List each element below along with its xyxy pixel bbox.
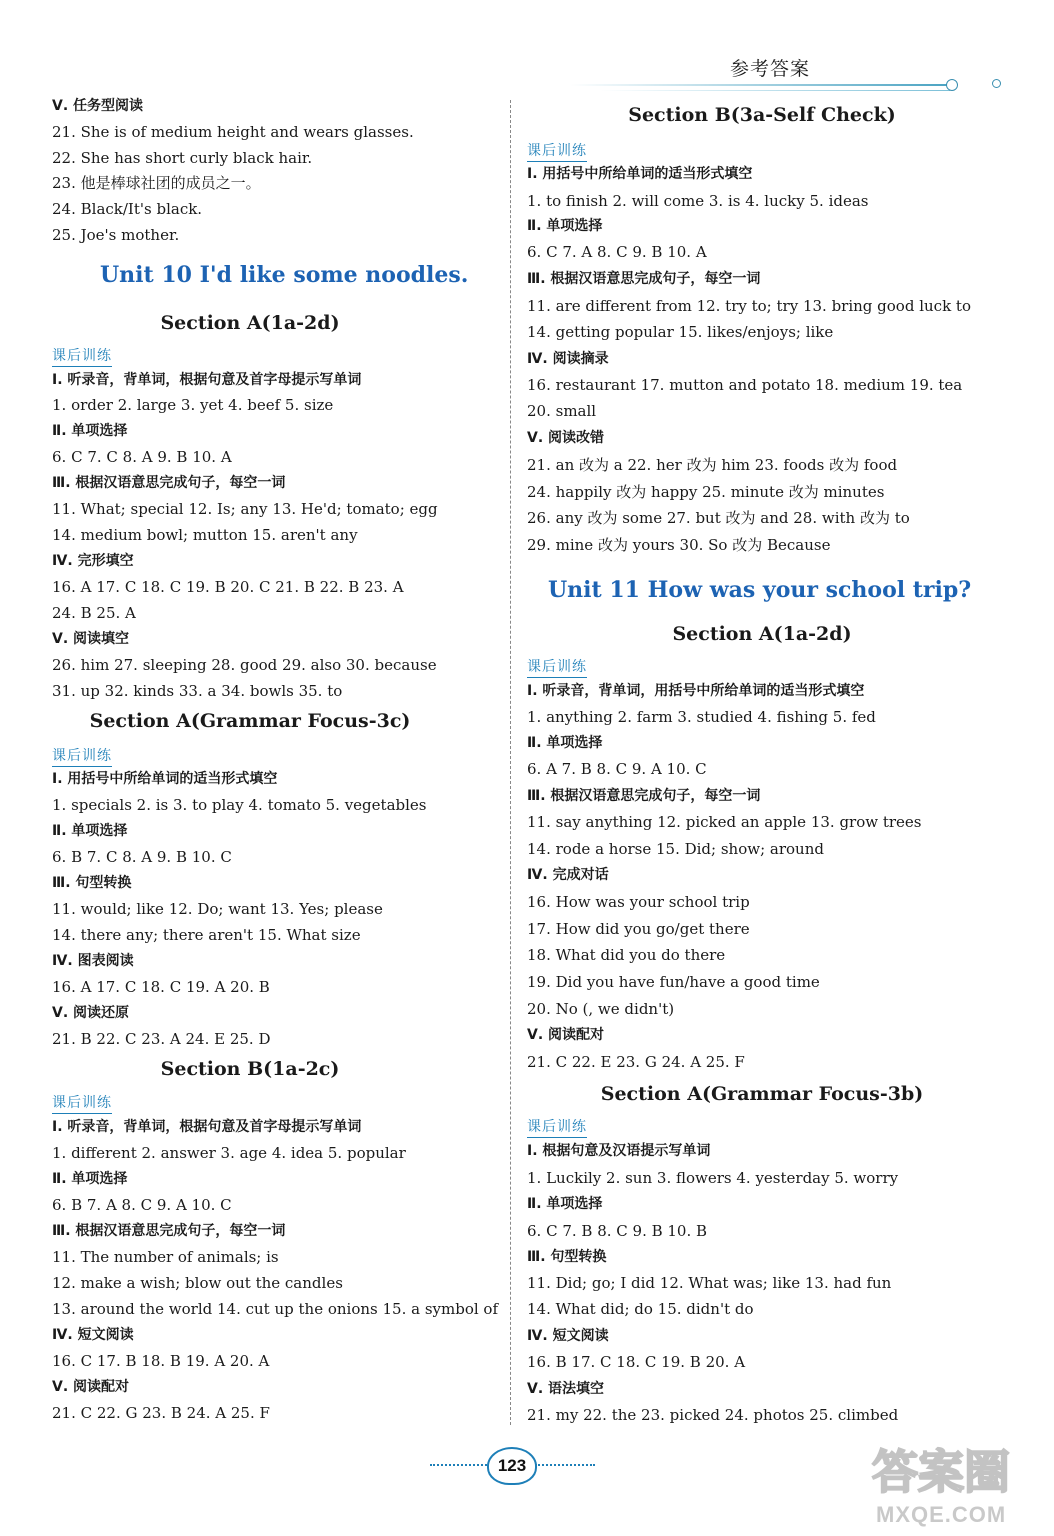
exercise-tag: 课后训练 [52, 345, 112, 367]
page-header [560, 50, 1020, 100]
question-type-heading: Ⅴ. 语法填空 [527, 1381, 605, 1397]
question-type-heading: Ⅱ. 单项选择 [527, 218, 603, 234]
answer-line: 11. would; like 12. Do; want 13. Yes; please [52, 900, 383, 918]
exercise-tag: 课后训练 [527, 140, 587, 162]
question-type-heading: Ⅲ. 句型转换 [527, 1249, 607, 1265]
answer-line: 6. C 7. B 8. C 9. B 10. B [527, 1222, 708, 1240]
answer-line: 14. medium bowl; mutton 15. aren't any [52, 526, 358, 544]
question-type-heading: Ⅴ. 阅读填空 [52, 631, 130, 647]
question-type-heading: Ⅰ. 听录音，背单词，根据句意及首字母提示写单词 [52, 372, 362, 388]
question-type-heading: Ⅳ. 完成对话 [527, 867, 609, 883]
answer-line: 21. an 改为 a 22. her 改为 him 23. foods 改为 food [527, 456, 898, 474]
watermark-glyphs: 答案圈 [872, 1445, 1010, 1499]
answer-line: 6. C 7. C 8. A 9. B 10. A [52, 448, 232, 466]
answer-line: 26. him 27. sleeping 28. good 29. also 30. because [52, 656, 437, 674]
answer-line: 19. Did you have fun/have a good time [527, 973, 820, 991]
section-heading: Section A(Grammar Focus-3c) [89, 710, 411, 732]
answer-line: 11. are different from 12. try to; try 13. bring good luck to [527, 297, 971, 315]
answer-line: 6. A 7. B 8. C 9. A 10. C [527, 760, 707, 778]
answer-line: 16. A 17. C 18. C 19. B 20. C 21. B 22. B 23. A [52, 578, 404, 596]
watermark-glyphs-icon [870, 1440, 1045, 1500]
answer-line: 6. B 7. C 8. A 9. B 10. C [52, 848, 232, 866]
answer-line: 1. order 2. large 3. yet 4. beef 5. size [52, 396, 334, 414]
exercise-tag: 课后训练 [52, 1092, 112, 1114]
answer-line: 29. mine 改为 yours 30. So 改为 Because [527, 536, 831, 554]
question-type-heading: Ⅲ. 根据汉语意思完成句子，每空一词 [52, 475, 286, 491]
answer-line: 1. to finish 2. will come 3. is 4. lucky 5. ideas [527, 192, 869, 210]
answer-line: 22. She has short curly black hair. [52, 149, 313, 167]
answer-line: 31. up 32. kinds 33. a 34. bowls 35. to [52, 682, 343, 700]
answer-line: 14. getting popular 15. likes/enjoys; like [527, 323, 834, 341]
question-type-heading: Ⅰ. 用括号中所给单词的适当形式填空 [527, 166, 753, 182]
answer-line: 16. C 17. B 18. B 19. A 20. A [52, 1352, 270, 1370]
answer-line: 18. What did you do there [527, 946, 726, 964]
section-heading: Section A(1a-2d) [672, 623, 852, 645]
answer-line: 16. restaurant 17. mutton and potato 18. medium 19. tea [527, 376, 963, 394]
answer-line: 24. happily 改为 happy 25. minute 改为 minutes [527, 483, 885, 501]
watermark-text: MXQE.COM [876, 1502, 1007, 1527]
question-type-heading: Ⅴ. 阅读改错 [527, 430, 605, 446]
question-type-heading: Ⅲ. 根据汉语意思完成句子，每空一词 [52, 1223, 286, 1239]
question-type-heading: Ⅳ. 短文阅读 [527, 1328, 609, 1344]
question-type-heading: Ⅴ. 阅读配对 [52, 1379, 130, 1395]
answer-line: 21. She is of medium height and wears glasses. [52, 123, 414, 141]
answer-line: 14. there any; there aren't 15. What size [52, 926, 361, 944]
answer-line: 13. around the world 14. cut up the onions 15. a symbol of [52, 1300, 499, 1318]
answer-line: 26. any 改为 some 27. but 改为 and 28. with 改为 to [527, 509, 910, 527]
watermark-logo [870, 1440, 1045, 1530]
question-type-heading: Ⅱ. 单项选择 [527, 1196, 603, 1212]
answer-line: 12. make a wish; blow out the candles [52, 1274, 343, 1292]
question-type-heading: Ⅳ. 阅读摘录 [527, 351, 609, 367]
question-type-heading: Ⅰ. 根据句意及汉语提示写单词 [527, 1143, 711, 1159]
question-type-heading: Ⅳ. 短文阅读 [52, 1327, 134, 1343]
question-type-heading: Ⅰ. 听录音，背单词，根据句意及首字母提示写单词 [52, 1119, 362, 1135]
answer-line: 11. say anything 12. picked an apple 13. grow trees [527, 813, 922, 831]
header-circle-icon [946, 79, 958, 91]
answer-line: 11. What; special 12. Is; any 13. He'd; tomato; egg [52, 500, 438, 518]
answer-line: 21. C 22. G 23. B 24. A 25. F [52, 1404, 270, 1422]
column-divider [510, 100, 511, 1425]
section-heading: Section A(Grammar Focus-3b) [600, 1083, 924, 1105]
answer-line: 24. B 25. A [52, 604, 136, 622]
question-type-heading: Ⅲ. 句型转换 [52, 875, 132, 891]
question-type-heading: Ⅲ. 根据汉语意思完成句子，每空一词 [527, 271, 761, 287]
unit-title: Unit 11 How was your school trip? [548, 577, 972, 603]
answer-line: 1. Luckily 2. sun 3. flowers 4. yesterday 5. worry [527, 1169, 899, 1187]
section-heading: Section B(1a-2c) [160, 1058, 340, 1080]
exercise-tag: 课后训练 [52, 745, 112, 767]
question-type-heading: Ⅲ. 根据汉语意思完成句子，每空一词 [527, 788, 761, 804]
answer-line: 20. No (, we didn't) [527, 1000, 675, 1018]
answer-line: 11. The number of animals; is [52, 1248, 279, 1266]
answer-line: 20. small [527, 402, 597, 420]
answer-line: 17. How did you go/get there [527, 920, 750, 938]
answer-line: 1. different 2. answer 3. age 4. idea 5. popular [52, 1144, 406, 1162]
question-type-heading: Ⅱ. 单项选择 [52, 423, 128, 439]
question-type-heading: Ⅴ. 任务型阅读 [52, 98, 144, 114]
section-heading: Section B(3a-Self Check) [628, 104, 896, 126]
header-title: 参考答案 [730, 58, 811, 80]
answer-line: 6. C 7. A 8. C 9. B 10. A [527, 243, 707, 261]
question-type-heading: Ⅳ. 完形填空 [52, 553, 134, 569]
answer-line: 16. A 17. C 18. C 19. A 20. B [52, 978, 270, 996]
footer-dots-left [430, 1464, 490, 1466]
answer-line: 16. How was your school trip [527, 893, 750, 911]
question-type-heading: Ⅰ. 听录音，背单词，用括号中所给单词的适当形式填空 [527, 683, 865, 699]
answer-line: 25. Joe's mother. [52, 226, 180, 244]
question-type-heading: Ⅰ. 用括号中所给单词的适当形式填空 [52, 771, 278, 787]
answer-line: 16. B 17. C 18. C 19. B 20. A [527, 1353, 746, 1371]
answer-line: 11. Did; go; I did 12. What was; like 13. had fun [527, 1274, 892, 1292]
exercise-tag: 课后训练 [527, 1116, 587, 1138]
answer-line: 6. B 7. A 8. C 9. A 10. C [52, 1196, 232, 1214]
exercise-tag: 课后训练 [527, 656, 587, 678]
answer-line: 21. C 22. E 23. G 24. A 25. F [527, 1053, 745, 1071]
page-number: 123 [487, 1447, 537, 1485]
question-type-heading: Ⅱ. 单项选择 [52, 1171, 128, 1187]
answer-line: 23. 他是棒球社团的成员之一。 [52, 174, 261, 192]
answer-line: 1. anything 2. farm 3. studied 4. fishing 5. fed [527, 708, 876, 726]
question-type-heading: Ⅳ. 图表阅读 [52, 953, 134, 969]
header-rule-thin [600, 90, 950, 91]
answer-line: 21. my 22. the 23. picked 24. photos 25. climbed [527, 1406, 899, 1424]
header-rule [570, 84, 950, 86]
header-small-circle-icon [992, 79, 1001, 88]
question-type-heading: Ⅴ. 阅读配对 [527, 1027, 605, 1043]
answer-line: 14. rode a horse 15. Did; show; around [527, 840, 824, 858]
page-footer [430, 1447, 595, 1487]
section-heading: Section A(1a-2d) [160, 312, 340, 334]
answer-line: 24. Black/It's black. [52, 200, 203, 218]
question-type-heading: Ⅱ. 单项选择 [52, 823, 128, 839]
question-type-heading: Ⅱ. 单项选择 [527, 735, 603, 751]
unit-title: Unit 10 I'd like some noodles. [100, 262, 469, 288]
footer-dots-right [535, 1464, 595, 1466]
answer-line: 21. B 22. C 23. A 24. E 25. D [52, 1030, 271, 1048]
answer-line: 1. specials 2. is 3. to play 4. tomato 5. vegetables [52, 796, 427, 814]
question-type-heading: Ⅴ. 阅读还原 [52, 1005, 130, 1021]
answer-line: 14. What did; do 15. didn't do [527, 1300, 754, 1318]
